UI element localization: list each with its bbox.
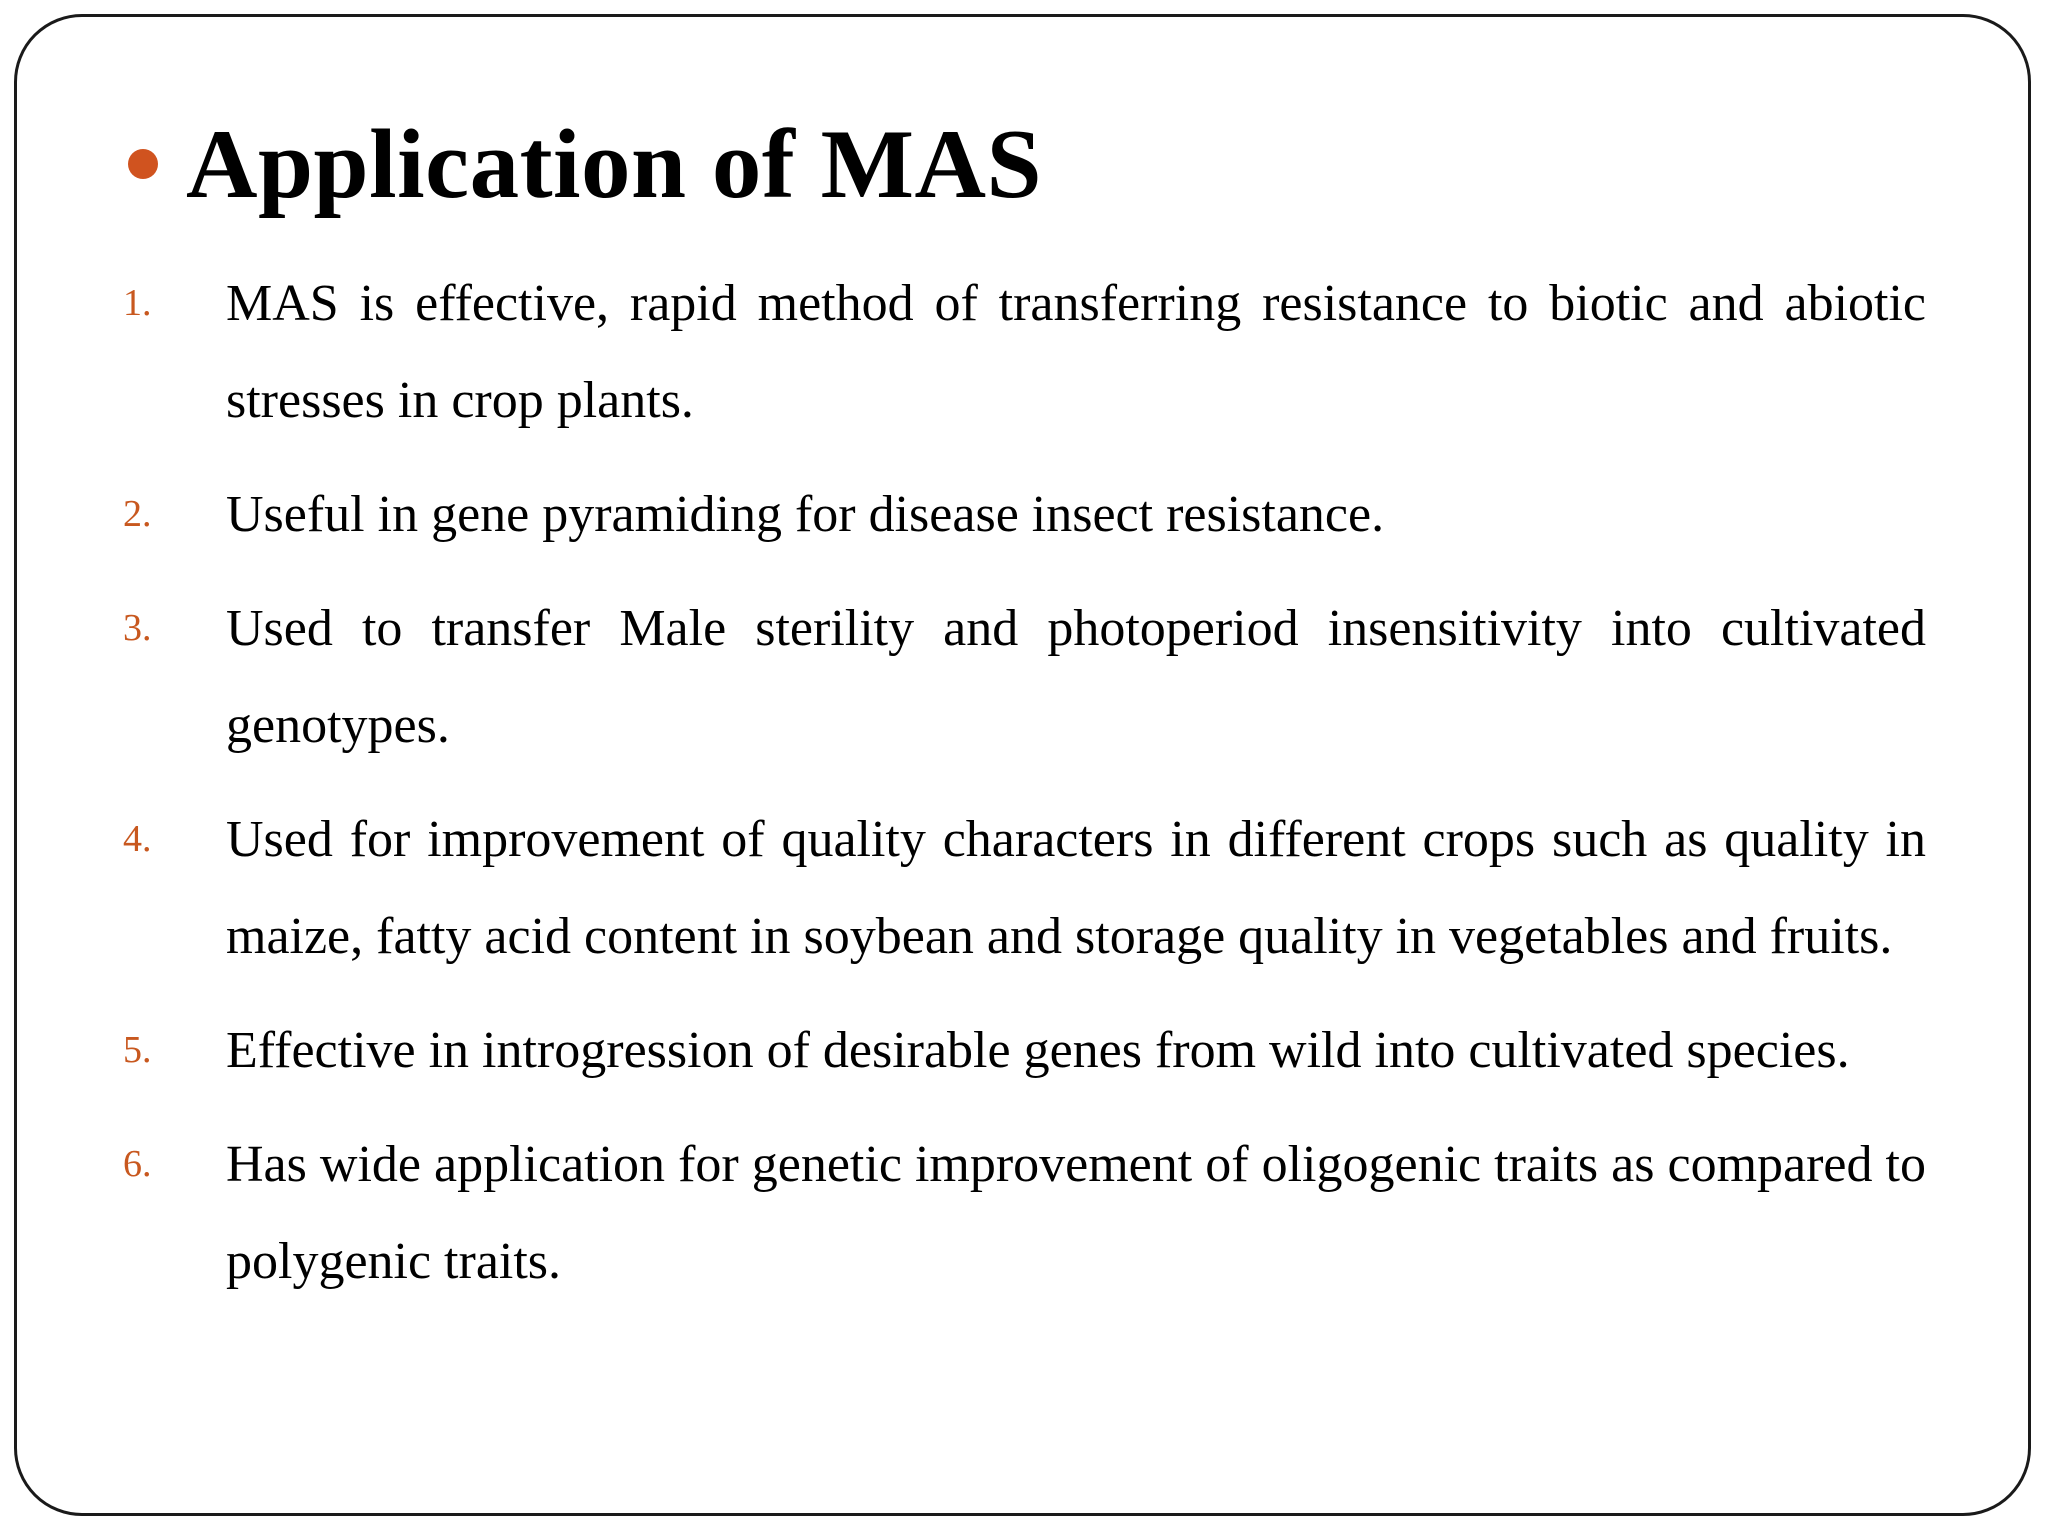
list-item-text: Useful in gene pyramiding for disease insect resistance. (226, 486, 1385, 543)
list-item-number: 2. (123, 493, 152, 535)
list-item (0, 1002, 2048, 1099)
list-item (0, 1116, 2048, 1310)
list-item-text: Used to transfer Male sterility and photoperiod insensitivity into cultivated genotypes. (226, 600, 1926, 754)
numbered-list (0, 255, 2048, 1327)
slide-title: Application of MAS (186, 109, 1043, 219)
list-item-text: Has wide application for genetic improvement of oligogenic traits as compared to polygenic traits. (226, 1136, 1926, 1290)
list-item-number: 4. (123, 818, 152, 860)
list-item-text: Used for improvement of quality characters in different crops such as quality in maize, fatty acid content in soybean and storage quality in vegetables and fruits. (226, 811, 1926, 965)
slide-title-row (128, 104, 1042, 224)
list-item (0, 791, 2048, 985)
list-item-text: Effective in introgression of desirable genes from wild into cultivated species. (226, 1022, 1850, 1079)
list-item-number: 1. (123, 282, 152, 324)
list-item-text: MAS is effective, rapid method of transferring resistance to biotic and abiotic stresses in crop plants. (226, 275, 1926, 429)
list-item-number: 6. (123, 1143, 152, 1185)
list-item (0, 580, 2048, 774)
title-bullet-icon (128, 149, 158, 179)
list-item-number: 5. (123, 1029, 152, 1071)
list-item (0, 466, 2048, 563)
list-item-number: 3. (123, 607, 152, 649)
list-item (0, 255, 2048, 449)
